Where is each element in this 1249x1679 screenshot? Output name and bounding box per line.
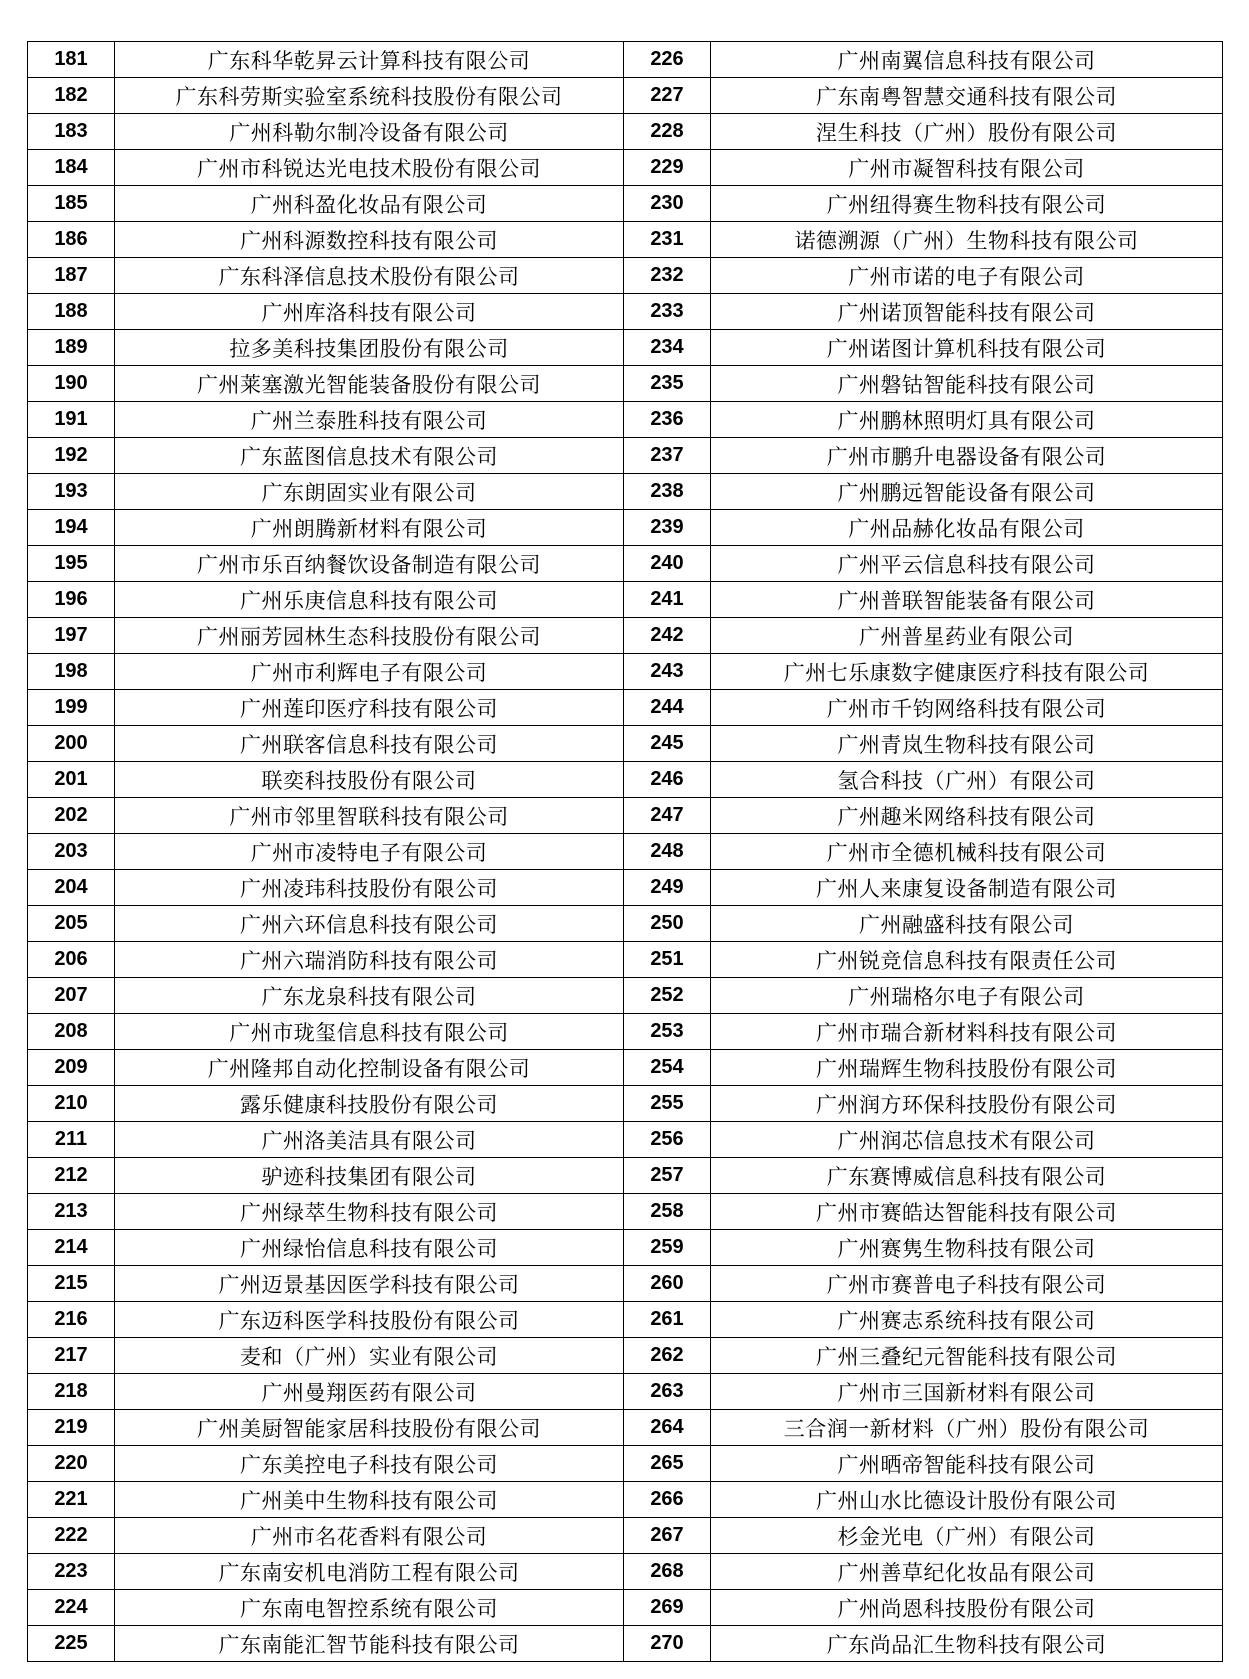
table-row — [28, 222, 1223, 258]
company-name-cell: 广州瑞辉生物科技股份有限公司 — [711, 1050, 1223, 1086]
company-name-cell: 广州赛隽生物科技有限公司 — [711, 1230, 1223, 1266]
company-name-cell: 广州市邻里智联科技有限公司 — [115, 798, 624, 834]
company-name-cell: 广州科源数控科技有限公司 — [115, 222, 624, 258]
table-row — [28, 258, 1223, 294]
row-number-cell: 235 — [624, 366, 711, 402]
row-number-cell: 186 — [28, 222, 115, 258]
table-row — [28, 438, 1223, 474]
company-name-cell: 麦和（广州）实业有限公司 — [115, 1338, 624, 1374]
row-number-cell: 227 — [624, 78, 711, 114]
table-row — [28, 762, 1223, 798]
row-number-cell: 191 — [28, 402, 115, 438]
row-number-cell: 261 — [624, 1302, 711, 1338]
company-name-cell: 广东赛博威信息科技有限公司 — [711, 1158, 1223, 1194]
row-number-cell: 258 — [624, 1194, 711, 1230]
row-number-cell: 237 — [624, 438, 711, 474]
company-name-cell: 涅生科技（广州）股份有限公司 — [711, 114, 1223, 150]
company-name-cell: 广东科华乾昇云计算科技有限公司 — [115, 42, 624, 78]
row-number-cell: 248 — [624, 834, 711, 870]
company-name-cell: 广州诺顶智能科技有限公司 — [711, 294, 1223, 330]
company-name-cell: 广州平云信息科技有限公司 — [711, 546, 1223, 582]
row-number-cell: 212 — [28, 1158, 115, 1194]
table-row — [28, 798, 1223, 834]
table-row — [28, 582, 1223, 618]
row-number-cell: 223 — [28, 1554, 115, 1590]
company-name-cell: 广州普星药业有限公司 — [711, 618, 1223, 654]
row-number-cell: 221 — [28, 1482, 115, 1518]
table-row — [28, 294, 1223, 330]
company-name-cell: 广东南粤智慧交通科技有限公司 — [711, 78, 1223, 114]
row-number-cell: 181 — [28, 42, 115, 78]
row-number-cell: 214 — [28, 1230, 115, 1266]
company-name-cell: 广东尚品汇生物科技有限公司 — [711, 1626, 1223, 1662]
table-row — [28, 834, 1223, 870]
row-number-cell: 270 — [624, 1626, 711, 1662]
company-name-cell: 广州六环信息科技有限公司 — [115, 906, 624, 942]
row-number-cell: 264 — [624, 1410, 711, 1446]
company-name-cell: 广东科泽信息技术股份有限公司 — [115, 258, 624, 294]
row-number-cell: 241 — [624, 582, 711, 618]
row-number-cell: 184 — [28, 150, 115, 186]
company-name-cell: 广州市凌特电子有限公司 — [115, 834, 624, 870]
row-number-cell: 252 — [624, 978, 711, 1014]
row-number-cell: 232 — [624, 258, 711, 294]
company-name-cell: 广州瑞格尔电子有限公司 — [711, 978, 1223, 1014]
row-number-cell: 236 — [624, 402, 711, 438]
table-row — [28, 1302, 1223, 1338]
row-number-cell: 234 — [624, 330, 711, 366]
company-name-cell: 广东科劳斯实验室系统科技股份有限公司 — [115, 78, 624, 114]
company-name-cell: 广州市诺的电子有限公司 — [711, 258, 1223, 294]
row-number-cell: 224 — [28, 1590, 115, 1626]
row-number-cell: 202 — [28, 798, 115, 834]
company-name-cell: 广州磐钴智能科技有限公司 — [711, 366, 1223, 402]
row-number-cell: 259 — [624, 1230, 711, 1266]
row-number-cell: 238 — [624, 474, 711, 510]
table-row — [28, 1374, 1223, 1410]
table-row — [28, 1086, 1223, 1122]
table-row — [28, 1122, 1223, 1158]
company-list-body — [28, 42, 1223, 1662]
row-number-cell: 254 — [624, 1050, 711, 1086]
table-row — [28, 870, 1223, 906]
row-number-cell: 188 — [28, 294, 115, 330]
company-name-cell: 广州曼翔医药有限公司 — [115, 1374, 624, 1410]
table-row — [28, 150, 1223, 186]
table-row — [28, 186, 1223, 222]
company-name-cell: 广州乐庚信息科技有限公司 — [115, 582, 624, 618]
company-name-cell: 广州兰泰胜科技有限公司 — [115, 402, 624, 438]
company-name-cell: 广州市千钧网络科技有限公司 — [711, 690, 1223, 726]
company-name-cell: 广州赛志系统科技有限公司 — [711, 1302, 1223, 1338]
company-name-cell: 广州市名花香料有限公司 — [115, 1518, 624, 1554]
table-row — [28, 474, 1223, 510]
company-name-cell: 广州润芯信息技术有限公司 — [711, 1122, 1223, 1158]
company-name-cell: 广州绿怡信息科技有限公司 — [115, 1230, 624, 1266]
company-name-cell: 广州科勒尔制冷设备有限公司 — [115, 114, 624, 150]
row-number-cell: 193 — [28, 474, 115, 510]
row-number-cell: 194 — [28, 510, 115, 546]
row-number-cell: 213 — [28, 1194, 115, 1230]
company-name-cell: 广州纽得赛生物科技有限公司 — [711, 186, 1223, 222]
table-row — [28, 654, 1223, 690]
table-row — [28, 726, 1223, 762]
company-name-cell: 广州迈景基因医学科技有限公司 — [115, 1266, 624, 1302]
company-name-cell: 广州莱塞激光智能装备股份有限公司 — [115, 366, 624, 402]
company-name-cell: 三合润一新材料（广州）股份有限公司 — [711, 1410, 1223, 1446]
row-number-cell: 226 — [624, 42, 711, 78]
row-number-cell: 200 — [28, 726, 115, 762]
row-number-cell: 205 — [28, 906, 115, 942]
company-name-cell: 广州七乐康数字健康医疗科技有限公司 — [711, 654, 1223, 690]
company-name-cell: 广州联客信息科技有限公司 — [115, 726, 624, 762]
row-number-cell: 239 — [624, 510, 711, 546]
row-number-cell: 190 — [28, 366, 115, 402]
company-name-cell: 广州普联智能装备有限公司 — [711, 582, 1223, 618]
row-number-cell: 260 — [624, 1266, 711, 1302]
company-name-cell: 广州趣米网络科技有限公司 — [711, 798, 1223, 834]
row-number-cell: 211 — [28, 1122, 115, 1158]
company-name-cell: 广州市利辉电子有限公司 — [115, 654, 624, 690]
row-number-cell: 209 — [28, 1050, 115, 1086]
row-number-cell: 253 — [624, 1014, 711, 1050]
table-row — [28, 906, 1223, 942]
row-number-cell: 263 — [624, 1374, 711, 1410]
company-name-cell: 广东南电智控系统有限公司 — [115, 1590, 624, 1626]
company-name-cell: 露乐健康科技股份有限公司 — [115, 1086, 624, 1122]
table-row — [28, 1518, 1223, 1554]
row-number-cell: 199 — [28, 690, 115, 726]
company-name-cell: 广州人来康复设备制造有限公司 — [711, 870, 1223, 906]
table-row — [28, 978, 1223, 1014]
company-name-cell: 驴迹科技集团有限公司 — [115, 1158, 624, 1194]
company-name-cell: 广州库洛科技有限公司 — [115, 294, 624, 330]
company-name-cell: 广州凌玮科技股份有限公司 — [115, 870, 624, 906]
company-name-cell: 广东龙泉科技有限公司 — [115, 978, 624, 1014]
table-row — [28, 42, 1223, 78]
row-number-cell: 203 — [28, 834, 115, 870]
company-name-cell: 广东蓝图信息技术有限公司 — [115, 438, 624, 474]
row-number-cell: 244 — [624, 690, 711, 726]
table-row — [28, 690, 1223, 726]
table-row — [28, 402, 1223, 438]
company-name-cell: 广州科盈化妆品有限公司 — [115, 186, 624, 222]
company-name-cell: 广州善草纪化妆品有限公司 — [711, 1554, 1223, 1590]
company-name-cell: 广州山水比德设计股份有限公司 — [711, 1482, 1223, 1518]
row-number-cell: 243 — [624, 654, 711, 690]
company-name-cell: 氢合科技（广州）有限公司 — [711, 762, 1223, 798]
company-name-cell: 广州莲印医疗科技有限公司 — [115, 690, 624, 726]
company-name-cell: 广东美控电子科技有限公司 — [115, 1446, 624, 1482]
company-name-cell: 广州市科锐达光电技术股份有限公司 — [115, 150, 624, 186]
table-row — [28, 1410, 1223, 1446]
company-name-cell: 广州融盛科技有限公司 — [711, 906, 1223, 942]
table-row — [28, 1230, 1223, 1266]
company-name-cell: 广州美中生物科技有限公司 — [115, 1482, 624, 1518]
table-row — [28, 1194, 1223, 1230]
company-name-cell: 广州南翼信息科技有限公司 — [711, 42, 1223, 78]
table-row — [28, 1482, 1223, 1518]
company-name-cell: 广州市鹏升电器设备有限公司 — [711, 438, 1223, 474]
company-name-cell: 广州市瑞合新材料科技有限公司 — [711, 1014, 1223, 1050]
row-number-cell: 187 — [28, 258, 115, 294]
table-row — [28, 1554, 1223, 1590]
row-number-cell: 197 — [28, 618, 115, 654]
row-number-cell: 251 — [624, 942, 711, 978]
row-number-cell: 185 — [28, 186, 115, 222]
row-number-cell: 222 — [28, 1518, 115, 1554]
company-name-cell: 拉多美科技集团股份有限公司 — [115, 330, 624, 366]
row-number-cell: 255 — [624, 1086, 711, 1122]
row-number-cell: 204 — [28, 870, 115, 906]
row-number-cell: 192 — [28, 438, 115, 474]
company-name-cell: 广州洛美洁具有限公司 — [115, 1122, 624, 1158]
company-name-cell: 广州青岚生物科技有限公司 — [711, 726, 1223, 762]
row-number-cell: 242 — [624, 618, 711, 654]
company-name-cell: 广州朗腾新材料有限公司 — [115, 510, 624, 546]
table-row — [28, 366, 1223, 402]
table-row — [28, 1014, 1223, 1050]
table-row — [28, 546, 1223, 582]
row-number-cell: 208 — [28, 1014, 115, 1050]
company-name-cell: 广州市赛普电子科技有限公司 — [711, 1266, 1223, 1302]
table-row — [28, 618, 1223, 654]
table-row — [28, 1050, 1223, 1086]
row-number-cell: 220 — [28, 1446, 115, 1482]
table-row — [28, 78, 1223, 114]
company-name-cell: 广州隆邦自动化控制设备有限公司 — [115, 1050, 624, 1086]
row-number-cell: 262 — [624, 1338, 711, 1374]
table-row — [28, 510, 1223, 546]
company-name-cell: 广州市赛皓达智能科技有限公司 — [711, 1194, 1223, 1230]
row-number-cell: 219 — [28, 1410, 115, 1446]
company-name-cell: 广州品赫化妆品有限公司 — [711, 510, 1223, 546]
row-number-cell: 201 — [28, 762, 115, 798]
row-number-cell: 207 — [28, 978, 115, 1014]
company-list-table — [27, 41, 1223, 1662]
row-number-cell: 233 — [624, 294, 711, 330]
table-row — [28, 1446, 1223, 1482]
row-number-cell: 195 — [28, 546, 115, 582]
row-number-cell: 247 — [624, 798, 711, 834]
row-number-cell: 196 — [28, 582, 115, 618]
table-row — [28, 1266, 1223, 1302]
company-name-cell: 广州润方环保科技股份有限公司 — [711, 1086, 1223, 1122]
company-name-cell: 杉金光电（广州）有限公司 — [711, 1518, 1223, 1554]
row-number-cell: 267 — [624, 1518, 711, 1554]
row-number-cell: 229 — [624, 150, 711, 186]
table-row — [28, 1590, 1223, 1626]
row-number-cell: 217 — [28, 1338, 115, 1374]
row-number-cell: 230 — [624, 186, 711, 222]
row-number-cell: 257 — [624, 1158, 711, 1194]
company-name-cell: 广州美厨智能家居科技股份有限公司 — [115, 1410, 624, 1446]
company-name-cell: 广东南安机电消防工程有限公司 — [115, 1554, 624, 1590]
company-name-cell: 广州市乐百纳餐饮设备制造有限公司 — [115, 546, 624, 582]
row-number-cell: 246 — [624, 762, 711, 798]
company-name-cell: 广州市凝智科技有限公司 — [711, 150, 1223, 186]
row-number-cell: 215 — [28, 1266, 115, 1302]
company-name-cell: 广州晒帝智能科技有限公司 — [711, 1446, 1223, 1482]
company-name-cell: 联奕科技股份有限公司 — [115, 762, 624, 798]
row-number-cell: 189 — [28, 330, 115, 366]
company-name-cell: 广州丽芳园林生态科技股份有限公司 — [115, 618, 624, 654]
company-name-cell: 广东南能汇智节能科技有限公司 — [115, 1626, 624, 1662]
company-name-cell: 广州市三国新材料有限公司 — [711, 1374, 1223, 1410]
row-number-cell: 183 — [28, 114, 115, 150]
row-number-cell: 249 — [624, 870, 711, 906]
company-name-cell: 广州市全德机械科技有限公司 — [711, 834, 1223, 870]
company-name-cell: 广州绿萃生物科技有限公司 — [115, 1194, 624, 1230]
row-number-cell: 210 — [28, 1086, 115, 1122]
company-name-cell: 广州鹏远智能设备有限公司 — [711, 474, 1223, 510]
row-number-cell: 231 — [624, 222, 711, 258]
row-number-cell: 250 — [624, 906, 711, 942]
row-number-cell: 216 — [28, 1302, 115, 1338]
company-name-cell: 广州鹏林照明灯具有限公司 — [711, 402, 1223, 438]
row-number-cell: 268 — [624, 1554, 711, 1590]
row-number-cell: 218 — [28, 1374, 115, 1410]
table-row — [28, 1338, 1223, 1374]
row-number-cell: 240 — [624, 546, 711, 582]
row-number-cell: 182 — [28, 78, 115, 114]
company-name-cell: 诺德溯源（广州）生物科技有限公司 — [711, 222, 1223, 258]
company-name-cell: 广州六瑞消防科技有限公司 — [115, 942, 624, 978]
table-row — [28, 942, 1223, 978]
row-number-cell: 265 — [624, 1446, 711, 1482]
company-name-cell: 广州市珑玺信息科技有限公司 — [115, 1014, 624, 1050]
table-row — [28, 330, 1223, 366]
table-row — [28, 1158, 1223, 1194]
row-number-cell: 245 — [624, 726, 711, 762]
row-number-cell: 266 — [624, 1482, 711, 1518]
row-number-cell: 225 — [28, 1626, 115, 1662]
row-number-cell: 269 — [624, 1590, 711, 1626]
row-number-cell: 256 — [624, 1122, 711, 1158]
company-name-cell: 广东迈科医学科技股份有限公司 — [115, 1302, 624, 1338]
company-name-cell: 广州三叠纪元智能科技有限公司 — [711, 1338, 1223, 1374]
company-name-cell: 广州锐竞信息科技有限责任公司 — [711, 942, 1223, 978]
company-name-cell: 广州尚恩科技股份有限公司 — [711, 1590, 1223, 1626]
row-number-cell: 198 — [28, 654, 115, 690]
company-name-cell: 广州诺图计算机科技有限公司 — [711, 330, 1223, 366]
row-number-cell: 206 — [28, 942, 115, 978]
company-name-cell: 广东朗固实业有限公司 — [115, 474, 624, 510]
table-row — [28, 1626, 1223, 1662]
row-number-cell: 228 — [624, 114, 711, 150]
table-row — [28, 114, 1223, 150]
